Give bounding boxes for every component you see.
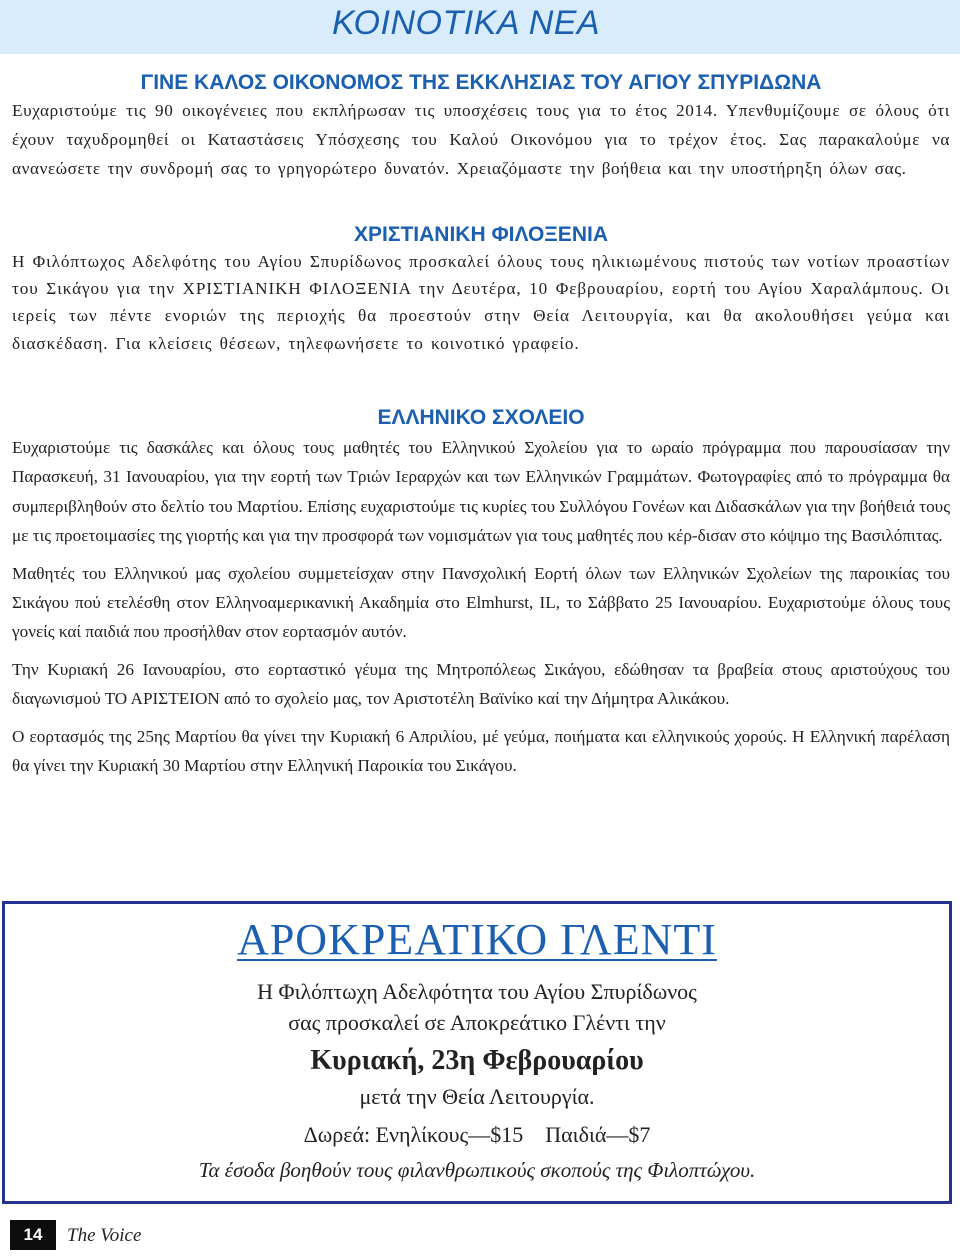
greek-school-paragraph-1: Ευχαριστούμε τις δασκάλες και όλους τους μαθητές του Ελληνικού Σχολείου για το ωραίο πρόγραμμα που παρουσίασαν την Παρασκευή, 31 Ιανουαρίου, για την εορτή των Τριών Ιεραρχών και των Ελληνικών Γραμμάτων. Φωτογραφίες από το πρόγραμμα θα συμπεριβληθούν στο δελτίο του Μαρτίου. Επίσης ευχαριστούμε τις κυρίες του Συλλόγου Γονέων και Διδασκάλων για την βοήθειά τους με τις προετοιμασίες της γιορτής και για την προσφορά των νομισμάτων για τους μαθητές που κέρ-δισαν στο κόψιμο της Βασιλόπιτας. — [12, 438, 950, 546]
header-banner — [0, 0, 960, 54]
treasurer-body: Ευχαριστούμε τις 90 οικογένειες που εκπλήρωσαν τις υποσχέσεις τους για το έτος 2014. Υπενθυμίζουμε σε όλους ότι έχουν ταχυδρομηθεί οι Καταστάσεις Υπόσχεσης του Καλού Οικονόμου για το τρέχον έτος. Σας παρακαλούμε να ανανεώσετε την συνδρομή σας το γρηγορώτερο δυνατόν. Χρειαζόμαστε την βοήθεια και την υποστήρηξη όλων σας. — [12, 101, 950, 179]
event-proceeds-note: Τα έσοδα βοηθούν τους φιλανθρωπικούς σκοπούς της Φιλοπτώχου. — [198, 1158, 756, 1182]
treasurer-section — [12, 70, 950, 184]
hospitality-body: Η Φιλόπτωχος Αδελφότης του Αγίου Σπυρίδωνος προσκαλεί όλους τους ηλικιωμένους πιστούς των νοτίων προαστίων του Σικάγου για την ΧΡΙΣΤΙΑΝΙΚΗ ΦΙΛΟΞΕΝΙΑ την Δευτέρα, 10 Φεβρουαρίου, εορτή του Αγίου Χαραλάμπους. Οι ιερείς των πέντε ενοριών της περιοχής θα προεστούν στην Θεία Λειτουργία, και θα ακολουθήσει γεύμα και διασκέδαση. Για κλείσεις θέσεων, τηλεφωνήσετε το κοινοτικό γραφείο. — [12, 252, 950, 353]
event-date: Κυριακή, 23η Φεβρουαρίου — [310, 1045, 644, 1076]
event-invite-line: σας προσκαλεί σε Αποκρεάτικο Γλέντι την — [288, 1010, 666, 1035]
page-number-badge: 14 — [10, 1220, 56, 1250]
event-host-line: Η Φιλόπτωχη Αδελφότητα του Αγίου Σπυρίδωνος — [257, 979, 697, 1004]
greek-school-section — [12, 405, 950, 780]
event-donation: Δωρεά: Ενηλίκους—$15 Παιδιά—$7 — [303, 1122, 651, 1147]
greek-school-paragraph-2: Μαθητές του Ελληνικού μας σχολείου συμμετείσχαν στην Πανσχολική Εορτή όλων των Ελληνικών Σχολείων της παροικίας του Σικάγου πού ετελέσθη στον Ελληνοαμερικανική Ακαδημία στο Elmhurst, IL, το Σάββατο 25 Ιανουαρίου. Ευχαριστούμε όλους τους γονείς καί παιδιά που προσήλθαν στον εορτασμόν αυτόν. — [12, 563, 950, 642]
greek-school-title: ΕΛΛΗΝΙΚΟ ΣΧΟΛΕΙΟ — [377, 406, 585, 429]
event-title: ΑΡΟΚΡΕΑΤΙΚΟ ΓΛΕΝΤΙ — [237, 915, 717, 964]
event-after-liturgy: μετά την Θεία Λειτουργία. — [359, 1084, 595, 1109]
greek-school-paragraph-3: Την Κυριακή 26 Ιανουαρίου, στο εορταστικό γέυμα της Μητροπόλεως Σικάγου, εδώθησαν τα βραβεία στους αριστούχους του διαγωνισμού ΤΟ ΑΡΙΣΤΕΙΟΝ από το σχολείο μας, τον Αριστοτέλη Βαϊνίκο καί την Δήμητρα Αλικάκου. — [12, 659, 950, 709]
event-announcement-box — [2, 901, 952, 1204]
greek-school-paragraph-4: Ο εορτασμός της 25ης Μαρτίου θα γίνει την Κυριακή 6 Απριλίου, μέ γεύμα, ποιήματα και ελληνικούς χορούς. Η Ελληνική παρέλαση θα γίνει την Κυριακή 30 Μαρτίου στην Ελληνική Παροικία του Σικάγου. — [12, 726, 950, 776]
treasurer-title: ΓΙΝΕ ΚΑΛΟΣ ΟΙΚΟΝΟΜΟΣ ΤΗΣ ΕΚΚΛΗΣΙΑΣ ΤΟΥ ΑΓΙΟΥ ΣΠΥΡΙΔΩΝΑ — [140, 71, 822, 94]
page-title: ΚΟΙΝΟΤΙΚΑ ΝΕΑ — [332, 4, 601, 42]
hospitality-title: ΧΡΙΣΤΙΑΝΙΚΗ ΦΙΛΟΞΕΝΙΑ — [354, 223, 608, 246]
publication-name: The Voice — [67, 1225, 142, 1246]
hospitality-section — [12, 222, 950, 357]
